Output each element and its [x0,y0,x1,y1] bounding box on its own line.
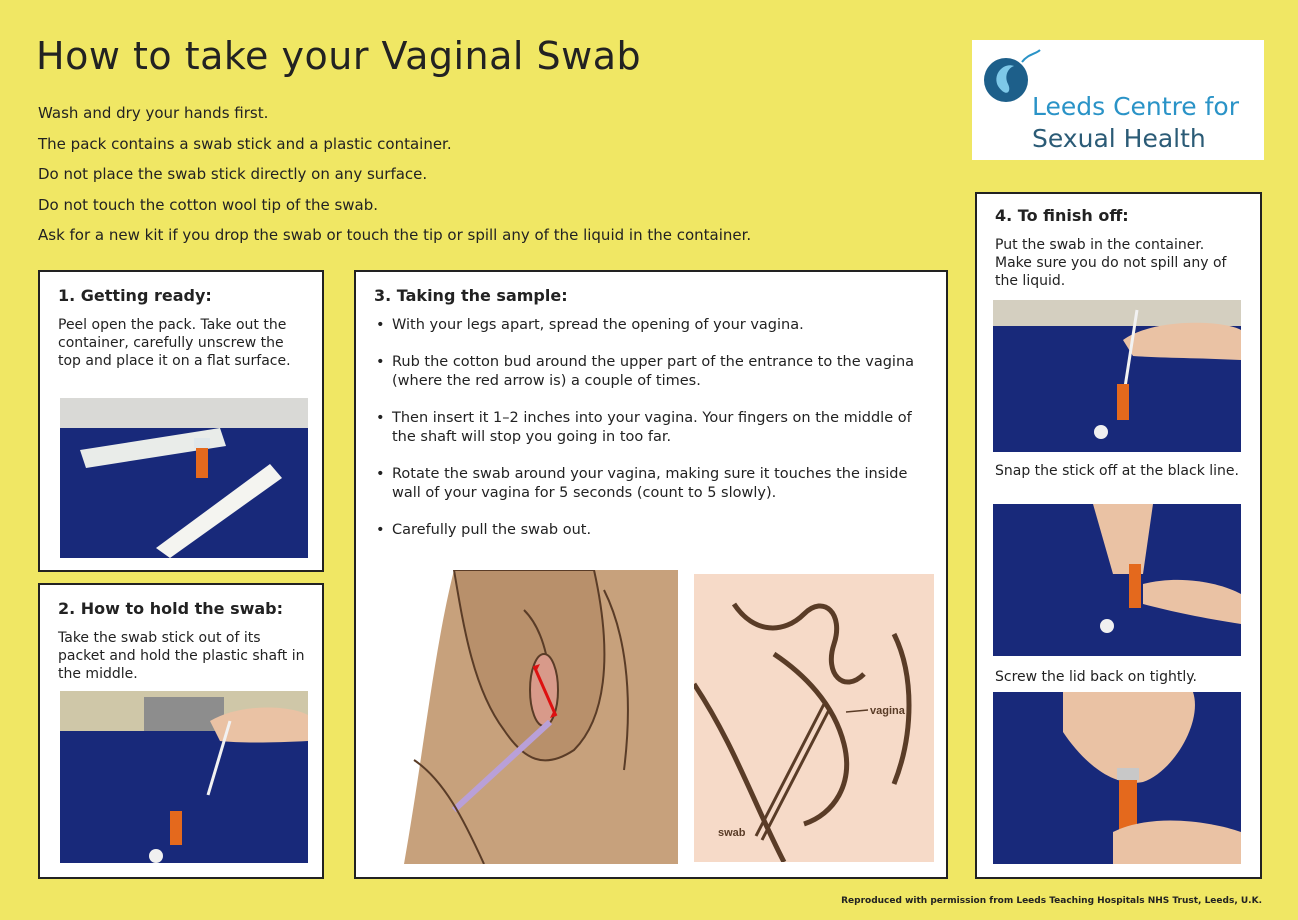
screw-lid-image [993,692,1241,864]
step4-text-3: Screw the lid back on tightly. [995,669,1197,685]
step2-photo [60,691,308,863]
step4-text-1: Put the swab in the container. Make sure you do not spill any of the liquid. [995,237,1227,289]
step3-bullet-list [374,316,934,558]
list-item: • Carefully pull the swab out. [374,521,934,540]
list-item: • Rub the cotton bud around the upper part of the entrance to the vagina (where the red arrow is) a couple of times. [374,353,934,391]
diagram-label-swab: swab [718,827,746,839]
opened-pack-image [60,398,308,558]
credit-line: Reproduced with permission from Leeds Teaching Hospitals NHS Trust, Leeds, U.K. [841,896,1262,906]
list-item: • With your legs apart, spread the opening of your vagina. [374,316,934,335]
step4-heading: 4. To finish off: [995,206,1129,225]
list-item: • Rotate the swab around your vagina, making sure it touches the inside wall of your vagina for 5 seconds (count to 5 slowly). [374,465,934,503]
step3-panel [354,270,948,879]
intro-line: Do not touch the cotton wool tip of the swab. [38,195,379,214]
hand-swab-illustration [374,570,678,864]
step1-panel [38,270,324,572]
logo-line-2: Sexual Health [1032,124,1206,153]
step2-heading: 2. How to hold the swab: [58,599,284,618]
step3-heading: 3. Taking the sample: [374,286,568,305]
intro-line: Ask for a new kit if you drop the swab or touch the tip or spill any of the liquid in the container. [38,226,752,244]
intro-line: Wash and dry your hands first. [38,104,269,122]
intro-line: The pack contains a swab stick and a plastic container. [38,134,452,153]
step4-photo-1 [993,300,1241,452]
logo-line-1: Leeds Centre for [1032,92,1240,121]
page-title: How to take your Vaginal Swab [36,34,642,78]
step4-text-2: Snap the stick off at the black line. [995,463,1239,479]
anatomy-diagram [694,574,934,862]
step1-heading: 1. Getting ready: [58,286,212,305]
clinic-logo [972,40,1264,160]
step1-text: Peel open the pack. Take out the container, carefully unscrew the top and place it on a flat surface. [58,317,291,369]
step1-photo [60,398,308,558]
list-item: • Then insert it 1–2 inches into your vagina. Your fingers on the middle of the shaft will stop you going in too far. [374,409,934,447]
step4-panel [975,192,1262,879]
swab-in-container-image [993,300,1241,452]
holding-swab-image [60,691,308,863]
step4-photo-2 [993,504,1241,656]
step2-text: Take the swab stick out of its packet and hold the plastic shaft in the middle. [58,630,305,682]
step4-photo-3 [993,692,1241,864]
intro-instructions [38,98,751,251]
diagram-label-vagina: vagina [870,705,905,717]
snap-stick-image [993,504,1241,656]
step2-panel [38,583,324,879]
intro-line: Do not place the swab stick directly on any surface. [38,165,428,183]
